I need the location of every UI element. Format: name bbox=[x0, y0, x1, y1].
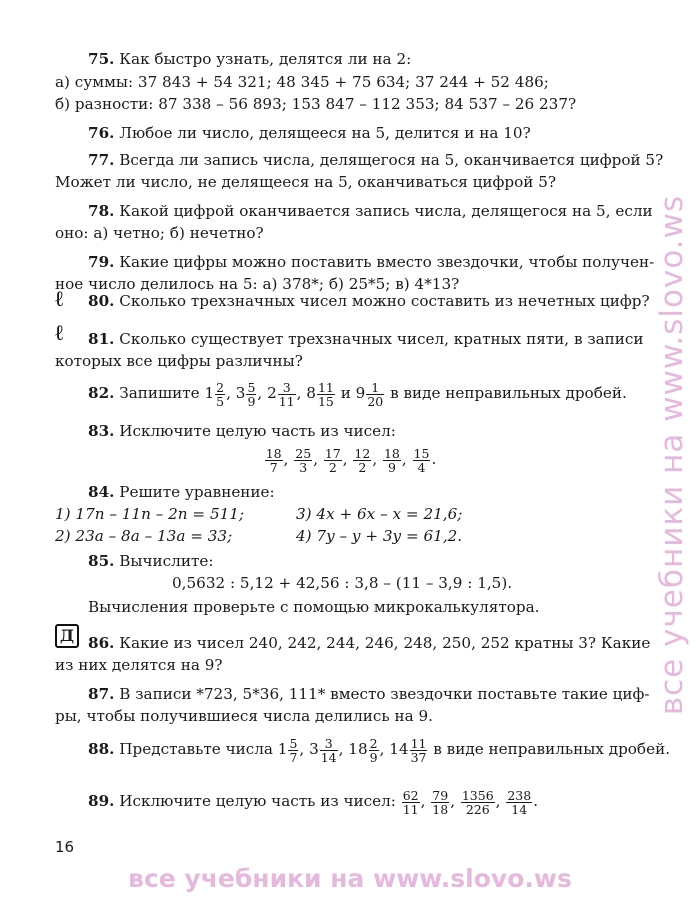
conjunction: и bbox=[340, 384, 351, 402]
fraction bbox=[366, 381, 384, 408]
denominator: 18 bbox=[432, 801, 449, 817]
denominator: 3 bbox=[299, 459, 308, 475]
denominator: 14 bbox=[320, 749, 337, 765]
equation-1: 1) 17n – 11n – 2n = 511; bbox=[55, 505, 245, 523]
mixed-number-whole: 3 bbox=[235, 384, 246, 402]
problem-number: 86. bbox=[88, 634, 115, 652]
mixed-number-whole: 1 bbox=[204, 384, 215, 402]
problem-85-note: Вычисления проверьте с помощью микрокалькулятора. bbox=[88, 598, 540, 616]
problem-77-line-2: Может ли число, не делящееся на 5, оканчиваться цифрой 5? bbox=[55, 173, 557, 191]
mixed-number-whole: 9 bbox=[355, 384, 366, 402]
mixed-number-whole: 8 bbox=[306, 384, 316, 402]
problem-83 bbox=[88, 420, 396, 442]
numerator: 17 bbox=[324, 445, 341, 461]
denominator: 9 bbox=[387, 459, 396, 475]
numerator: 62 bbox=[402, 787, 419, 803]
problem-text: Какие из чисел 240, 242, 244, 246, 248, 250, 252 кратны 3? Какие bbox=[119, 634, 651, 652]
fraction bbox=[294, 447, 312, 474]
problem-number: 77. bbox=[88, 151, 115, 169]
numerator: 79 bbox=[432, 787, 449, 803]
denominator: 4 bbox=[417, 459, 426, 475]
denominator: 20 bbox=[367, 393, 384, 409]
problem-text: Решите уравнение: bbox=[119, 483, 275, 501]
problem-78 bbox=[88, 200, 653, 222]
fraction bbox=[383, 447, 401, 474]
problem-number: 81. bbox=[88, 330, 115, 348]
fraction bbox=[320, 737, 338, 764]
numerator: 3 bbox=[278, 381, 296, 395]
problem-text: В записи *723, 5*36, 111* вместо звездочки поставьте такие циф- bbox=[119, 685, 650, 703]
numerator: 2 bbox=[369, 735, 378, 751]
problem-number: 80. bbox=[88, 292, 115, 310]
fraction bbox=[278, 381, 296, 408]
fraction bbox=[288, 737, 298, 764]
fraction bbox=[317, 381, 335, 408]
denominator: 14 bbox=[511, 801, 528, 817]
denominator: 226 bbox=[465, 801, 490, 817]
problem-text: Какие цифры можно поставить вместо звездочки, чтобы получен- bbox=[119, 253, 655, 271]
denominator: 9 bbox=[247, 393, 256, 409]
problem-75 bbox=[88, 48, 411, 70]
problem-number: 79. bbox=[88, 253, 115, 271]
problem-number: 84. bbox=[88, 483, 115, 501]
numerator: 25 bbox=[295, 445, 312, 461]
numerator: 5 bbox=[247, 379, 256, 395]
problem-78-line-2: оно: а) четно; б) нечетно? bbox=[55, 224, 264, 242]
problem-number: 85. bbox=[88, 552, 115, 570]
numerator: 1356 bbox=[461, 787, 494, 803]
numerator: 11 bbox=[317, 379, 334, 395]
problem-number: 76. bbox=[88, 124, 115, 142]
hard-task-marker-icon: ℓ bbox=[55, 320, 64, 346]
problem-text: Исключите целую часть из чисел: bbox=[119, 792, 396, 810]
problem-79-line-2: ное число делилось на 5: а) 378*; б) 25*5; в) 4*13? bbox=[55, 275, 460, 293]
problem-text: Запишите bbox=[119, 384, 200, 402]
fraction bbox=[324, 447, 342, 474]
problem-text: Представьте числа bbox=[119, 740, 273, 758]
problem-89: 89. Исключите целую часть из чисел: $\frac{62}{11}$ , $\frac{79}{18}$ , $\frac{1356}{226}$ , $\frac{238}{14}$ . bbox=[88, 787, 539, 817]
problem-text: Сколько существует трехзначных чисел, кратных пяти, в записи bbox=[119, 330, 644, 348]
denominator: 5 bbox=[216, 393, 225, 409]
problem-text: Любое ли число, делящееся на 5, делится и на 10? bbox=[119, 124, 531, 142]
watermark-bottom: все учебники на www.slovo.ws bbox=[128, 864, 572, 893]
numerator: 15 bbox=[413, 445, 430, 461]
problem-number: 82. bbox=[88, 384, 115, 402]
problem-86-line-2: из них делятся на 9? bbox=[55, 656, 223, 674]
problem-82: 82. Запишите 1 $\frac{2}{5}$ , 3 $\frac{5}{9}$ , 2 $\frac{3}{11}$ , 8 $\frac{11}{15}$ и 9 $\frac{1}{20}$ в виде неправильных дробей. bbox=[88, 379, 627, 409]
fraction bbox=[410, 737, 428, 764]
denominator: 11 bbox=[278, 393, 295, 409]
problem-88: 88. Представьте числа 1 $\frac{5}{7}$ , 3 $\frac{3}{14}$ , 18 $\frac{2}{9}$ , 14 $\frac{11}{37}$ в виде неправильных дробей. bbox=[88, 735, 671, 765]
fraction bbox=[369, 737, 379, 764]
problem-83-fractions: $\frac{18}{7}$ , $\frac{25}{3}$ , $\frac{17}{2}$ , $\frac{12}{2}$ , $\frac{18}{9}$ , $\frac{15}{4}$ . bbox=[265, 445, 437, 475]
hard-task-marker-icon: ℓ bbox=[55, 286, 64, 312]
denominator: 7 bbox=[269, 459, 278, 475]
equation-2: 2) 23a – 8a – 13a = 33; bbox=[55, 527, 233, 545]
fraction bbox=[215, 381, 225, 408]
equation-4: 4) 7y – y + 3y = 61,2. bbox=[296, 527, 463, 545]
mixed-number-whole: 14 bbox=[389, 740, 409, 758]
problem-text: Вычислите: bbox=[119, 552, 214, 570]
numerator: 18 bbox=[265, 445, 282, 461]
problem-number: 78. bbox=[88, 202, 115, 220]
problem-number: 83. bbox=[88, 422, 115, 440]
problem-text: Какой цифрой оканчивается запись числа, делящегося на 5, если bbox=[119, 202, 653, 220]
fraction bbox=[413, 447, 431, 474]
fraction bbox=[461, 789, 495, 816]
fraction bbox=[353, 447, 371, 474]
problem-number: 75. bbox=[88, 50, 115, 68]
problem-79 bbox=[88, 251, 654, 273]
numerator: 3 bbox=[320, 737, 338, 751]
problem-84 bbox=[88, 481, 275, 503]
problem-75-part-b: б) разности: 87 338 – 56 893; 153 847 – 112 353; 84 537 – 26 237? bbox=[55, 95, 577, 113]
problem-87 bbox=[88, 683, 650, 705]
watermark-vertical bbox=[652, 130, 692, 780]
numerator: 18 bbox=[383, 445, 400, 461]
problem-75-part-a: а) суммы: 37 843 + 54 321; 48 345 + 75 634; 37 244 + 52 486; bbox=[55, 73, 549, 91]
watermark-vertical-text: все учебники на www.slovo.ws bbox=[654, 194, 690, 716]
page-number: 16 bbox=[55, 838, 75, 856]
problem-number: 89. bbox=[88, 792, 115, 810]
problem-87-line-2: ры, чтобы получившиеся числа делились на 9. bbox=[55, 707, 433, 725]
problem-number: 87. bbox=[88, 685, 115, 703]
numerator: 11 bbox=[410, 735, 427, 751]
fraction bbox=[402, 789, 420, 816]
problem-76 bbox=[88, 122, 531, 144]
problem-text: Как быстро узнать, делятся ли на 2: bbox=[119, 50, 412, 68]
problem-text: Всегда ли запись числа, делящегося на 5, оканчивается цифрой 5? bbox=[119, 151, 664, 169]
problem-77 bbox=[88, 149, 663, 171]
denominator: 9 bbox=[369, 749, 378, 765]
problem-text-end: в виде неправильных дробей. bbox=[433, 740, 671, 758]
problem-80 bbox=[88, 290, 650, 312]
numerator: 12 bbox=[354, 445, 371, 461]
denominator: 2 bbox=[328, 459, 337, 475]
mixed-number-whole: 2 bbox=[267, 384, 277, 402]
mixed-number-whole: 1 bbox=[277, 740, 288, 758]
numerator: 238 bbox=[507, 787, 532, 803]
problem-number: 88. bbox=[88, 740, 115, 758]
fraction bbox=[246, 381, 256, 408]
problem-text: Сколько трехзначных чисел можно составить из нечетных цифр? bbox=[119, 292, 650, 310]
problem-81 bbox=[88, 328, 644, 350]
denominator: 2 bbox=[358, 459, 367, 475]
denominator: 7 bbox=[289, 749, 298, 765]
equation-3: 3) 4x + 6x – x = 21,6; bbox=[296, 505, 463, 523]
problem-86 bbox=[88, 632, 650, 654]
mixed-number-whole: 3 bbox=[309, 740, 319, 758]
problem-81-line-2: которых все цифры различны? bbox=[55, 352, 303, 370]
fraction bbox=[506, 789, 532, 816]
supplementary-task-marker-icon: Д bbox=[55, 624, 79, 648]
denominator: 15 bbox=[317, 393, 334, 409]
fraction bbox=[431, 789, 449, 816]
numerator: 2 bbox=[216, 379, 225, 395]
expression: 0,5632 : 5,12 + 42,56 : 3,8 – (11 – 3,9 : 1,5). bbox=[172, 574, 513, 592]
denominator: 37 bbox=[410, 749, 427, 765]
numerator: 5 bbox=[289, 735, 298, 751]
problem-85 bbox=[88, 550, 213, 572]
denominator: 11 bbox=[402, 801, 419, 817]
numerator: 1 bbox=[366, 381, 384, 395]
mixed-number-whole: 18 bbox=[348, 740, 368, 758]
problem-text-end: в виде неправильных дробей. bbox=[390, 384, 627, 402]
fraction bbox=[265, 447, 283, 474]
problem-text: Исключите целую часть из чисел: bbox=[119, 422, 396, 440]
